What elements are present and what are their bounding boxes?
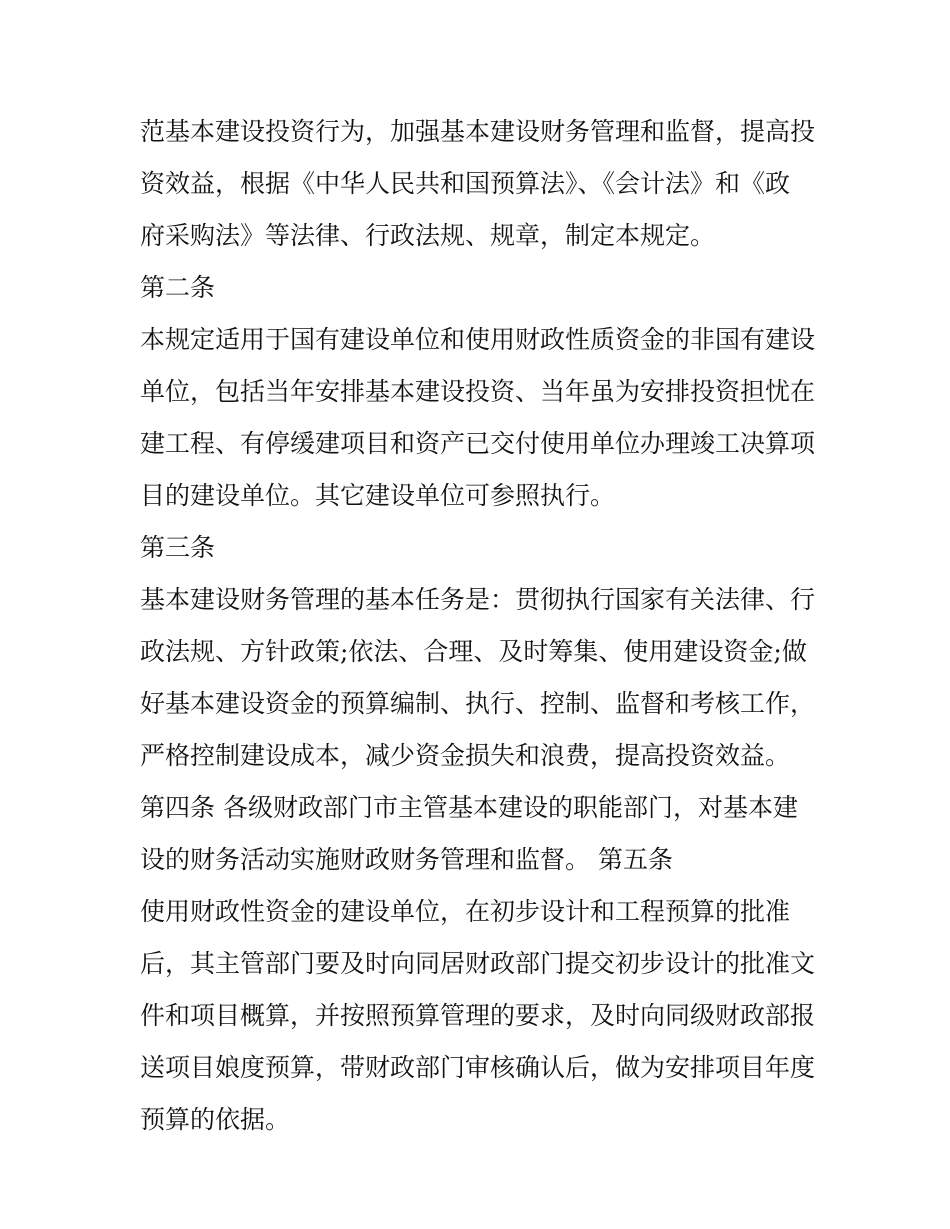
text-line: 目的建设单位。其它建设单位可参照执行。: [140, 481, 616, 510]
text-line: 使用财政性资金的建设单位，在初步设计和工程预算的批准: [140, 897, 791, 926]
text-line: 建工程、有停缓建项目和资产已交付使用单位办理竣工决算项: [140, 429, 816, 458]
text-line: 基本建设财务管理的基本任务是：贯彻执行国家有关法律、行: [140, 585, 816, 614]
text-line: 资效益，根据《中华人民共和国预算法》、《会计法》和《政: [140, 169, 791, 198]
text-line: 后，其主管部门要及时向同居财政部门提交初步设计的批准文: [140, 949, 816, 978]
text-line: 第四条 各级财政部门市主管基本建设的职能部门，对基本建: [140, 793, 798, 822]
text-line: 预算的依据。: [140, 1105, 291, 1134]
text-line: 送项目娘度预算，带财政部门审核确认后，做为安排项目年度: [140, 1053, 816, 1082]
body-text: [140, 106, 820, 1146]
text-line: 严格控制建设成本，减少资金损失和浪费，提高投资效益。: [140, 741, 791, 770]
text-line: 设的财务活动实施财政财务管理和监督。 第五条: [140, 845, 673, 874]
article-heading-2: 第二条: [140, 273, 216, 302]
text-line: 单位，包括当年安排基本建设投资、当年虽为安排投资担忧在: [140, 377, 816, 406]
text-line: 件和项目概算，并按照预算管理的要求，及时向同级财政部报: [140, 1001, 816, 1030]
text-line: 好基本建设资金的预算编制、执行、控制、监督和考核工作，: [140, 689, 816, 718]
text-line: 范基本建设投资行为，加强基本建设财务管理和监督，提高投: [140, 117, 816, 146]
text-line: 本规定适用于国有建设单位和使用财政性质资金的非国有建设: [140, 325, 816, 354]
text-line: 府采购法》等法律、行政法规、规章，制定本规定。: [140, 221, 716, 250]
article-heading-3: 第三条: [140, 533, 216, 562]
text-line: 政法规、方针政策;依法、合理、及时筹集、使用建设资金;做: [140, 637, 807, 666]
